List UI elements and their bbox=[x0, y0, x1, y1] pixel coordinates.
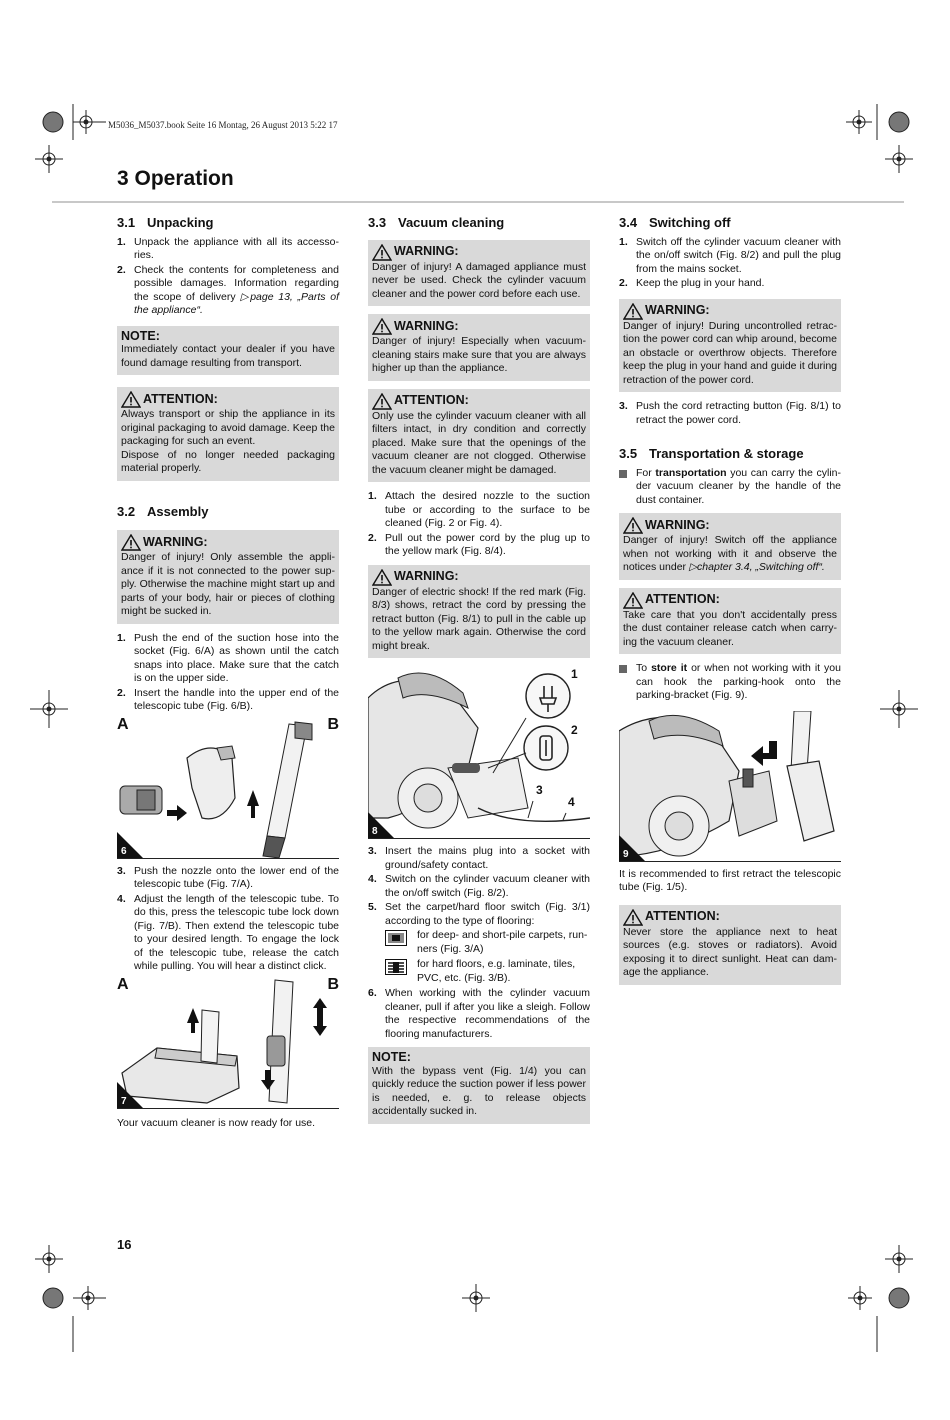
warning-box: WARNING: Danger of injury! Especially when vacuum-cleaning stairs make sure that you are always higher up than the appliance. bbox=[368, 314, 590, 381]
warning-triangle-icon bbox=[372, 244, 392, 261]
section-heading-3-1: 3.1 Unpacking bbox=[117, 215, 214, 230]
list-item: 1. Unpack the appliance with all its accesso-ries. bbox=[117, 235, 339, 261]
assembly-steps-a bbox=[117, 632, 339, 714]
attention-box: ATTENTION: Always transport or ship the appliance in its original packaging to avoid damage. Keep the packaging for such an event. Dispose of no longer needed packaging material properly. bbox=[117, 387, 339, 481]
list-item: 3. Insert the mains plug into a socket with ground/safety contact. bbox=[368, 845, 590, 871]
figure-number-badge: 8 bbox=[368, 812, 394, 838]
section-heading-3-2: 3.2 Assembly bbox=[117, 503, 209, 519]
attention-box: ATTENTION: Never store the appliance next to heat sources (e.g. stoves or radiators). Avoid exposing it to direct sunlight. Heat can dam-age the appliance. bbox=[619, 905, 841, 985]
list-item: 3. Push the cord retracting button (Fig. 8/1) to retract the power cord. bbox=[619, 400, 841, 426]
warning-triangle-icon bbox=[121, 391, 141, 408]
floor-setting-carpet: for deep- and short-pile carpets, run-ners (Fig. 3/A) bbox=[385, 929, 590, 956]
warning-triangle-icon bbox=[121, 534, 141, 551]
recommendation-text: It is recommended to first retract the telescopic tube (Fig. 1/5). bbox=[619, 867, 841, 893]
figure-number-badge: 7 bbox=[117, 1082, 143, 1108]
warning-box: WARNING: Danger of injury! During uncontrolled retrac-tion the power cord can whip around, become an obstacle or overthrow objects. Therefore keep the plug in your hand and guide it during retraction of the power cord. bbox=[619, 299, 841, 393]
switching-off-steps bbox=[619, 236, 841, 291]
column-1 bbox=[117, 216, 339, 1130]
vacuum-steps-b bbox=[368, 845, 590, 928]
registration-mark-right-lower bbox=[880, 1240, 920, 1280]
warning-triangle-icon bbox=[372, 569, 392, 586]
warning-box: WARNING: Danger of injury! A damaged appliance must never be used. Check the cylinder vacuum cleaner and the power cord before each use. bbox=[368, 240, 590, 307]
callout-1: 1 bbox=[571, 668, 578, 681]
print-header-line: M5036_M5037.book Seite 16 Montag, 26 August 2013 5:22 17 bbox=[108, 120, 338, 130]
figure-label-a: A bbox=[117, 717, 129, 733]
figure-number-badge: 6 bbox=[117, 832, 143, 858]
note-box: NOTE: Immediately contact your dealer if you have found damage resulting from transport. bbox=[117, 326, 339, 376]
figure-6 bbox=[117, 718, 339, 859]
list-item: 4. Switch on the cylinder vacuum cleaner with the on/off switch (Fig. 8/2). bbox=[368, 873, 590, 899]
list-item: 2. Check the contents for completeness and possible damages. Information regarding the scope of delivery ▷page 13, „Parts of the appliance“. bbox=[117, 263, 339, 316]
figure-8 bbox=[368, 668, 590, 839]
list-item: 6. When working with the cylinder vacuum cleaner, pull if after you like a sleigh. Follow the respective recommendations of the flooring manufacturers. bbox=[368, 987, 590, 1040]
warning-box: WARNING: Danger of electric shock! If the red mark (Fig. 8/3) shows, retract the cord by pressing the retract button (Fig. 8/1) to pull in the cable up to the yellow mark again. Otherwise the cord might break. bbox=[368, 565, 590, 659]
registration-mark-bottom-center bbox=[458, 1282, 498, 1322]
section-heading-3-5: 3.5 Transportation & storage bbox=[619, 446, 804, 461]
vacuum-step-6 bbox=[368, 987, 590, 1041]
column-2 bbox=[368, 216, 590, 1132]
section-heading-3-4: 3.4 Switching off bbox=[619, 215, 731, 230]
callout-3: 3 bbox=[536, 783, 543, 797]
nozzle-and-tube-illustration bbox=[117, 978, 339, 1108]
hard-floor-setting-icon bbox=[385, 959, 407, 975]
figure-number-badge: 9 bbox=[619, 835, 645, 861]
warning-triangle-icon bbox=[623, 517, 643, 534]
list-item: 4. Adjust the length of the telescopic tube. To do this, press the telescopic tube lock down (Fig. 7/B). Then extend the telescopic tube to your desired length. To engage the lock of the telescopic tube, release the catch while pulling. You will hear a distinct click. bbox=[117, 892, 339, 972]
chapter-reference-link[interactable]: ▷chapter 3.4, „Switching off“. bbox=[688, 561, 825, 573]
switching-off-step-3 bbox=[619, 400, 841, 427]
hose-assembly-illustration bbox=[117, 718, 339, 858]
list-item: 1. Attach the desired nozzle to the suction tube or according to the surface to be cleaned (Fig. 2 or Fig. 4). bbox=[368, 490, 590, 529]
note-title: NOTE: bbox=[121, 328, 160, 343]
carpet-setting-icon bbox=[385, 930, 407, 946]
registration-mark-left-upper bbox=[30, 140, 70, 180]
warning-triangle-icon bbox=[623, 303, 643, 320]
chapter-divider bbox=[52, 201, 904, 203]
attention-box: ATTENTION: Only use the cylinder vacuum cleaner with all filters intact, in dry condition and correctly placed. Make sure that the openings of the vacuum cleaner are not clogged. Otherwise the vacuum cleaner might be damaged. bbox=[368, 389, 590, 483]
registration-mark-right-middle bbox=[880, 690, 920, 730]
floor-setting-hard: for hard floors, e.g. laminate, tiles, PVC, etc. (Fig. 3/B). bbox=[385, 958, 590, 985]
warning-triangle-icon bbox=[623, 592, 643, 609]
warning-triangle-icon bbox=[372, 318, 392, 335]
storage-bullet: To store it or when not working with it you can hook the parking-hook onto the parking-bracket (Fig. 9). bbox=[619, 662, 841, 703]
figure-label-b: B bbox=[327, 977, 339, 993]
ready-text: Your vacuum cleaner is now ready for use. bbox=[117, 1116, 316, 1129]
section-heading-3-3: 3.3 Vacuum cleaning bbox=[368, 215, 505, 230]
chapter-title: 3 Operation bbox=[117, 167, 234, 190]
note-box: NOTE: With the bypass vent (Fig. 1/4) you can quickly reduce the suction power if less power is needed, e. g. to release objects accidentally sucked in. bbox=[368, 1047, 590, 1124]
page-number: 16 bbox=[117, 1237, 132, 1252]
unpacking-steps bbox=[117, 236, 339, 318]
callout-2: 2 bbox=[571, 723, 578, 737]
list-item: 3. Push the nozzle onto the lower end of the telescopic tube (Fig. 7/A). bbox=[117, 864, 339, 890]
vacuum-steps-a bbox=[368, 490, 590, 559]
column-3 bbox=[619, 216, 841, 993]
assembly-steps-b bbox=[117, 865, 339, 974]
callout-4: 4 bbox=[568, 795, 575, 809]
warning-triangle-icon bbox=[372, 393, 392, 410]
figure-label-a: A bbox=[117, 977, 129, 993]
list-item: 1. Push the end of the suction hose into the socket (Fig. 6/A) as shown until the catch snaps into place. Make sure that the catch is on the upper side. bbox=[117, 631, 339, 684]
warning-box: WARNING: Danger of injury! Only assemble the appli-ance if it is not connected to the power sup-ply. Otherwise the machine might start up and parts of your body, hair or pieces of clothing might be sucked in. bbox=[117, 530, 339, 624]
transport-bullet: For transportation you can carry the cylin-der vacuum cleaner by the handle of the dust container. bbox=[619, 467, 841, 508]
warning-triangle-icon bbox=[623, 909, 643, 926]
registration-mark-right-upper bbox=[880, 140, 920, 180]
registration-mark-bottom-left bbox=[36, 1282, 106, 1352]
list-item: 2. Insert the handle into the upper end of the telescopic tube (Fig. 6/B). bbox=[117, 686, 339, 712]
warning-box: WARNING: Danger of injury! Switch off the appliance when not working with it and observe the notices under ▷chapter 3.4, „Switching off“. bbox=[619, 513, 841, 580]
list-item: 5. Set the carpet/hard floor switch (Fig. 3/1) according to the type of flooring: bbox=[368, 901, 590, 927]
parking-hook-illustration bbox=[619, 711, 841, 861]
vacuum-cord-illustration bbox=[368, 668, 590, 838]
list-item: 2. Keep the plug in your hand. bbox=[619, 277, 765, 289]
figure-label-b: B bbox=[327, 717, 339, 733]
list-item: 1. Switch off the cylinder vacuum cleaner with the on/off switch (Fig. 8/2) and pull the plug from the mains socket. bbox=[619, 235, 841, 275]
registration-mark-left-lower bbox=[30, 1240, 70, 1280]
registration-mark-bottom-right bbox=[846, 1282, 916, 1352]
registration-mark-left-middle bbox=[30, 690, 70, 730]
attention-box: ATTENTION: Take care that you don't accidentally press the dust container release catch when carry-ing the vacuum cleaner. bbox=[619, 588, 841, 655]
figure-9 bbox=[619, 711, 841, 862]
figure-7 bbox=[117, 978, 339, 1109]
page-reference-link[interactable]: ▷page 13, „Parts of the appliance“. bbox=[134, 290, 339, 316]
list-item: 2. Pull out the power cord by the plug up to the yellow mark (Fig. 8/4). bbox=[368, 531, 590, 557]
